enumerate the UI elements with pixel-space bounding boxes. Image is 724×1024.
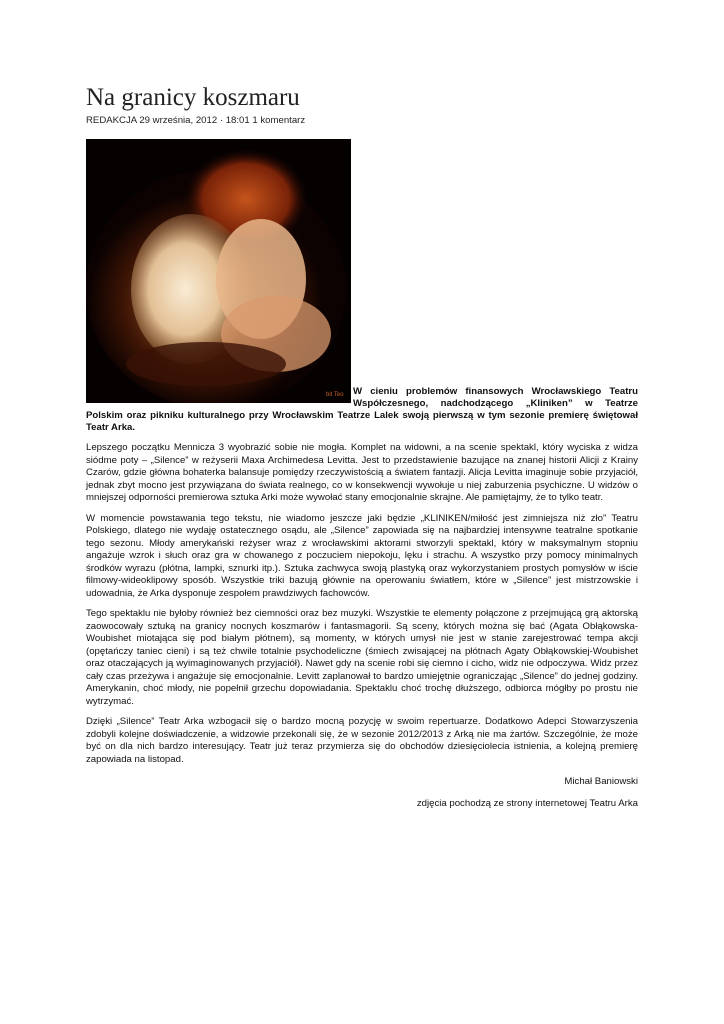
article	[86, 84, 638, 810]
photo-watermark: bit Teo	[326, 392, 344, 398]
article-paragraph-2: W momencie powstawania tego tekstu, nie wiadomo jeszcze jaki będzie „KLINIKEN/miłość jest zimniejsza niż zło” Teatru Polskiego, dlatego nie wydaję ostatecznego osądu, ale „Silence” zapowiada się na najbardziej intensywne teatralne spotkanie tego sezonu. Młody amerykański reżyser wraz z wrocławskimi aktorami stworzyli spektakl, który w maksymalnym stopniu angażuje wzrok i słuch oraz gra w chowanego z poczuciem niepokoju, lęku i strachu. A wszystko przy pomocy minimalnych środków wyrazu (płótna, lampki, sznurki itp.). Sztuka zachwyca swoją plastyką oraz wykorzystaniem prostych pomysłów w iście filmowy-wideoklipowy sposób. Wszystkie triki bazują głównie na operowaniu światłem, które w „Silence” jest mistrzowskie i udowadnia, że Arka dysponuje zespołem prawdziwych fachowców.	[86, 512, 638, 599]
article-photo	[86, 139, 351, 403]
article-author: Michał Baniowski	[564, 776, 638, 787]
article-meta: REDAKCJA 29 września, 2012 · 18:01 1 komentarz	[86, 115, 306, 126]
article-paragraph-1: Lepszego początku Mennicza 3 wyobrazić sobie nie mogła. Komplet na widowni, a na scenie spektakl, który wyciska z widza siódme poty – „Silence” w reżyserii Maxa Archimedesa Levitta. Jest to przedstawienie bazujące na znanej historii Alicji z Krainy Czarów, gdzie główna bohaterka balansuje pomiędzy rzeczywistością a światem fantazji. Alicja Levitta imaginuje sobie przyjaciół, jednak zbyt mocno jest przywiązana do świata realnego, co w konsekwencji wywołuje u niej zaburzenia psychiczne. U widzów o mniejszej odporności premierowa sztuka Arki może wywołać stany emocjonalnie skrajne. Ale pamiętajmy, że to tylko teatr.	[86, 442, 638, 503]
article-paragraph-3: Tego spektaklu nie byłoby również bez ciemności oraz bez muzyki. Wszystkie te elementy połączone z przejmującą grą aktorską zaowocowały sztuką na granicy nocnych koszmarów i fantasmagorii. Są sceny, których można się bać (Agata Obłąkowska-Woubishet miotająca się pod białym płótnem), są momenty, w których umysł nie jest w stanie zarejestrować tempa akcji (opętańczy taniec cieni) i są też chwile totalnie psychodeliczne (śmiech zwisającej na płótnach Agaty Obłąkowskiej-Woubishet oraz otaczających ją wyimaginowanych przyjaciół). Nawet gdy na scenie robi się ciemno i cicho, widz nie odpoczywa. Widz przez cały czas przeżywa i angażuje się emocjonalnie. Levitt zaplanował to bardzo umiejętnie ograniczając „Silence” do jednej godziny. Amerykanin, choć młody, nie popełnił grzechu dopowiadania. Spektaklu choć trochę dłuższego, odbiorca mógłby po prostu nie wytrzymać.	[86, 608, 638, 707]
article-title: Na granicy koszmaru	[86, 84, 300, 111]
article-paragraph-4: Dzięki „Silence” Teatr Arka wzbogacił się o bardzo mocną pozycję w swoim repertuarze. Dodatkowo Adepci Stowarzyszenia zdobyli kolejne doświadczenie, a widzowie przekonali się, że w sezonie 2012/2013 z Arką nie ma żartów. Szczególnie, że może być on dla nich bardzo interesujący. Teatr już teraz przymierza się do obchodów dziesięciolecia istnienia, a kolejną premierę zapowiada na listopad.	[86, 716, 638, 765]
photo-credit: zdjęcia pochodzą ze strony internetowej Teatru Arka	[416, 797, 638, 809]
article-lead-text: W cieniu problemów finansowych Wrocławskiego Teatru Współczesnego, nadchodzącego „Kliniken” w Teatrze Polskim oraz pikniku kulturalnego przy Wrocławskim Teatrze Lalek swoją pierwszą w tym sezonie premierę świętował Teatr Arka.	[86, 386, 638, 433]
